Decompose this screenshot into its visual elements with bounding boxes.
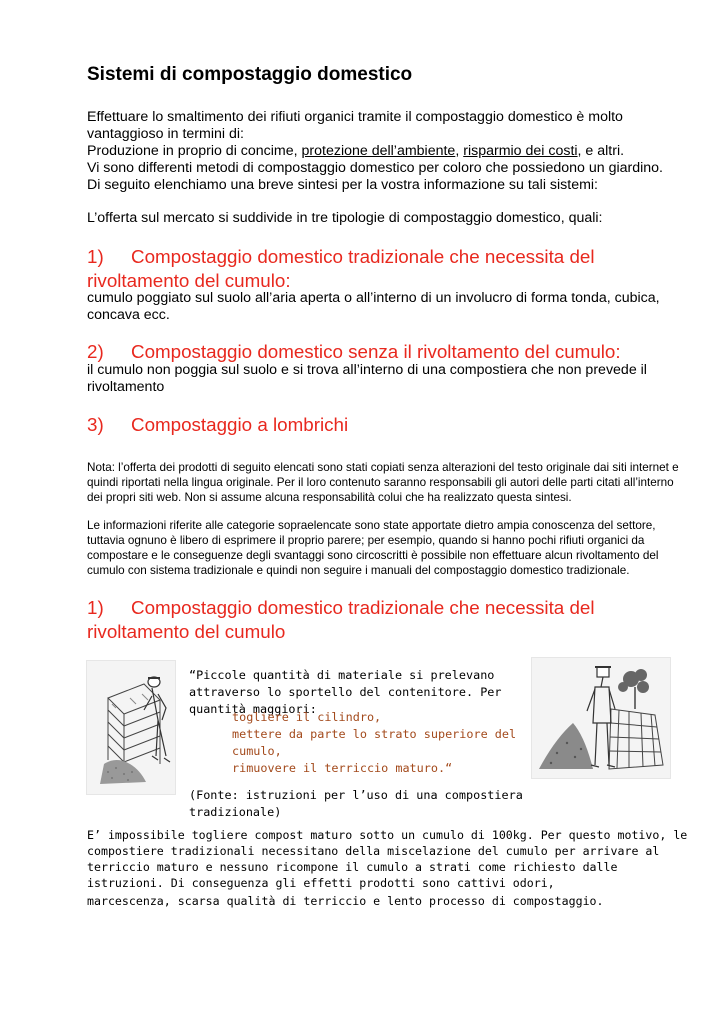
type-2-heading: 2) Compostaggio domestico senza il rivoltamento del cumulo: bbox=[87, 341, 621, 362]
type-1-heading: 1) Compostaggio domestico tradizionale che necessita del rivoltamento del cumulo: bbox=[87, 246, 595, 291]
offer-paragraph: L’offerta sul mercato si suddivide in tre tipologie di compostaggio domestico, quali: bbox=[87, 210, 603, 226]
intro-line-3: Vi sono differenti metodi di compostaggio domestico per coloro che possiedono un giardino. Di seguito elenchiamo una breve sintesi per la vostra informazione su tali sistemi: bbox=[87, 160, 663, 193]
page-title: Sistemi di compostaggio domestico bbox=[87, 64, 413, 85]
intro-line-2: Produzione in proprio di concime, protezione dell’ambiente, risparmio dei costi, e altri. bbox=[87, 143, 625, 159]
quote-source: (Fonte: istruzioni per l’uso di una compostiera tradizionale) bbox=[189, 788, 523, 819]
note-paragraph: Nota: l’offerta dei prodotti di seguito elencati sono stati copiati senza alterazioni del testo originale dai siti internet e quindi riportati nella lingua originale. Per il loro contenuto saranno responsabili gli autori delle parti citati all’interno dei propri siti web. Non si assume alcuna responsabilità colui che ha realizzato questa sintesi. bbox=[87, 461, 679, 504]
type-3-heading: 3) Compostaggio a lombrichi bbox=[87, 414, 349, 435]
conclusion-text-2: marcescenza, scarsa qualità di terriccio e lento processo di compostaggio. bbox=[87, 894, 604, 908]
person-carrying-composter-illustration bbox=[86, 660, 176, 795]
quote-step-1: togliere il cilindro, bbox=[232, 710, 382, 724]
quote-steps bbox=[232, 709, 532, 777]
quote-intro: “Piccole quantità di materiale si prelevano attraverso lo sportello del contenitore. Per quantità maggiori: bbox=[189, 668, 502, 716]
type-2-description: il cumulo non poggia sul suolo e si trova all’interno di una compostiera che non prevede il rivoltamento bbox=[87, 362, 647, 395]
quote-step-2: mettere da parte lo strato superiore del cumulo, bbox=[232, 727, 517, 758]
info-paragraph: Le informazioni riferite alle categorie sopraelencate sono state apportate dietro ampia conoscenza del settore, tuttavia ognuno è libero di esprimere il proprio parere; per esempio, quando si hanno pochi rifiuti organici da compostare e le conseguenze degli svantaggi sono circoscritti è possibile non effettuare alcun rivoltamento del cumulo con sistema tradizionale e quindi non seguire i manuali del compostaggio domestico tradizionale. bbox=[87, 519, 659, 577]
quote-step-3: rimuovere il terriccio maturo.“ bbox=[232, 761, 453, 775]
section-1-heading: 1) Compostaggio domestico tradizionale che necessita del rivoltamento del cumulo bbox=[87, 597, 595, 642]
link-protezione-ambiente[interactable]: protezione dell’ambiente bbox=[301, 143, 456, 159]
person-with-compost-heap-illustration bbox=[531, 657, 671, 779]
intro-line-1: Effettuare lo smaltimento dei rifiuti organici tramite il compostaggio domestico è molto vantaggioso in termini di: bbox=[87, 109, 623, 142]
intro-paragraph bbox=[87, 109, 672, 194]
link-risparmio-costi[interactable]: risparmio dei costi bbox=[463, 143, 578, 159]
conclusion-text-1: E’ impossibile togliere compost maturo sotto un cumulo di 100kg. Per questo motivo, le compostiere tradizionali necessitano della miscelazione del cumulo per arrivare al terriccio maturo e nessuno ricompone il cumulo a strati come richiesto dalle istruzioni. Di conseguenza gli effetti prodotti sono cattivi odori, bbox=[87, 828, 688, 890]
conclusion-paragraph bbox=[87, 827, 692, 909]
type-1-description: cumulo poggiato sul suolo all’aria aperta o all’interno di un involucro di forma tonda, cubica, concava ecc. bbox=[87, 290, 660, 323]
